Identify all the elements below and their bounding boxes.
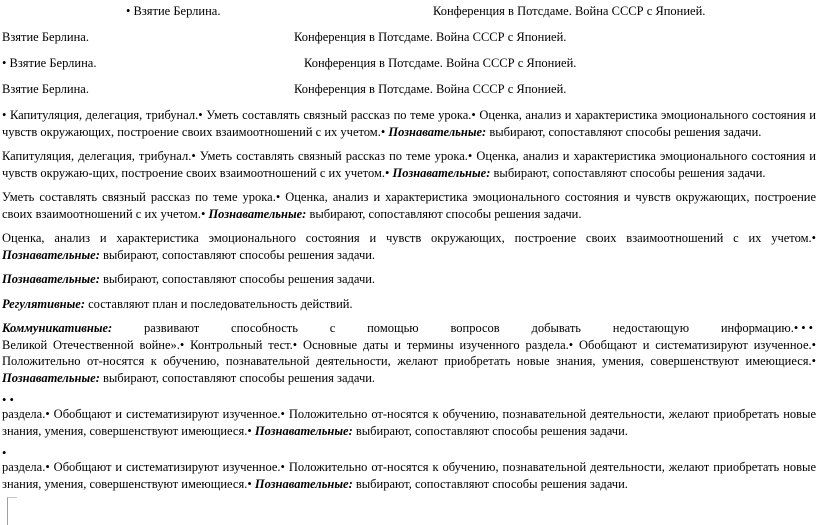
body-paragraph-assessment-uud: Оценка, анализ и характеристика эмоционального состояния и чувств окружающих, построение своих взаимоотношений с их учетом.• Познавательные: выбирают, сопоставляют способы решения задачи. bbox=[2, 231, 816, 262]
table-border-fragment bbox=[7, 497, 17, 525]
body-paragraph-terms-uud: • Капитуляция, делегация, трибунал.• Уметь составлять связный рассказ по теме урока.• Оценка, анализ и характеристика эмоционального состояния и чувств окружающих, построение своих взаимоотношений с их учетом.• Познавательные: выбирают, сопоставляют способы решения задачи. bbox=[2, 108, 816, 139]
bullet-marker-line: • bbox=[2, 446, 7, 460]
body-paragraph-terms-uud-2: Капитуляция, делегация, трибунал.• Уметь составлять связный рассказ по теме урока.• Оценка, анализ и характеристика эмоционального состояния и чувств окружаю-щих, построение своих взаимоотношений с их учетом.• Познавательные: выбирают, сопоставляют способы решения задачи. bbox=[2, 149, 816, 180]
lesson-topic-cell-right: Конференция в Потсдаме. Война СССР с Японией. bbox=[294, 82, 567, 96]
body-paragraph-communicative: Коммуникативные: развивают способность с помощью вопросов добывать недостающую информацию.••• bbox=[2, 321, 816, 335]
lesson-topic-cell-right: Конференция в Потсдаме. Война СССР с Японией. bbox=[433, 4, 706, 18]
lesson-topic-cell-left: Взятие Берлина. bbox=[2, 30, 89, 44]
lesson-topic-row bbox=[0, 81, 816, 107]
bullet-marker-line: • • bbox=[2, 393, 14, 407]
body-paragraph-section-review-2: раздела.• Обобщают и систематизируют изученное.• Положительно от-носятся к обучению, познавательной деятельности, желают приобретать новые знания, умения, совершенствуют имеющиеся.• Познавательные: выбирают, сопоставляют способы решения задачи. bbox=[2, 460, 816, 491]
lesson-topic-cell-left: Взятие Берлина. bbox=[2, 82, 89, 96]
body-paragraph-cognitive: Познавательные: выбирают, сопоставляют способы решения задачи. bbox=[2, 272, 376, 286]
body-paragraph-skills-uud: Уметь составлять связный рассказ по теме урока.• Оценка, анализ и характеристика эмоционального состояния и чувств окружающих, построение своих взаимоотношений с их учетом.• Познавательные: выбирают, сопоставляют способы решения задачи. bbox=[2, 190, 816, 221]
lesson-topic-cell-right: Конференция в Потсдаме. Война СССР с Японией. bbox=[304, 56, 577, 70]
body-paragraph-review-test: Великой Отечественной войне».• Контрольный тест.• Основные даты и термины изученного раздела.• Обобщают и систематизируют изученное.• Положительно от-носятся к обучению, познавательной деятельности, желают приобретать новые знания, умения, совершенствуют имеющиеся.• Познавательные: выбирают, сопоставляют способы решения задачи. bbox=[2, 337, 816, 385]
body-paragraph-section-review: раздела.• Обобщают и систематизируют изученное.• Положительно от-носятся к обучению, познавательной деятельности, желают приобретать новые знания, умения, совершенствуют имеющиеся.• Познавательные: выбирают, сопоставляют способы решения задачи. bbox=[2, 407, 816, 438]
body-paragraph-regulative: Регулятивные: составляют план и последовательность действий. bbox=[2, 296, 353, 311]
lesson-topic-cell-right: Конференция в Потсдаме. Война СССР с Японией. bbox=[294, 30, 567, 44]
lesson-topic-row bbox=[0, 3, 816, 29]
lesson-topic-row bbox=[0, 29, 816, 55]
lesson-topic-row bbox=[0, 55, 816, 81]
lesson-topic-cell-left: • Взятие Берлина. bbox=[126, 4, 221, 18]
lesson-topic-cell-left: • Взятие Берлина. bbox=[2, 56, 97, 70]
